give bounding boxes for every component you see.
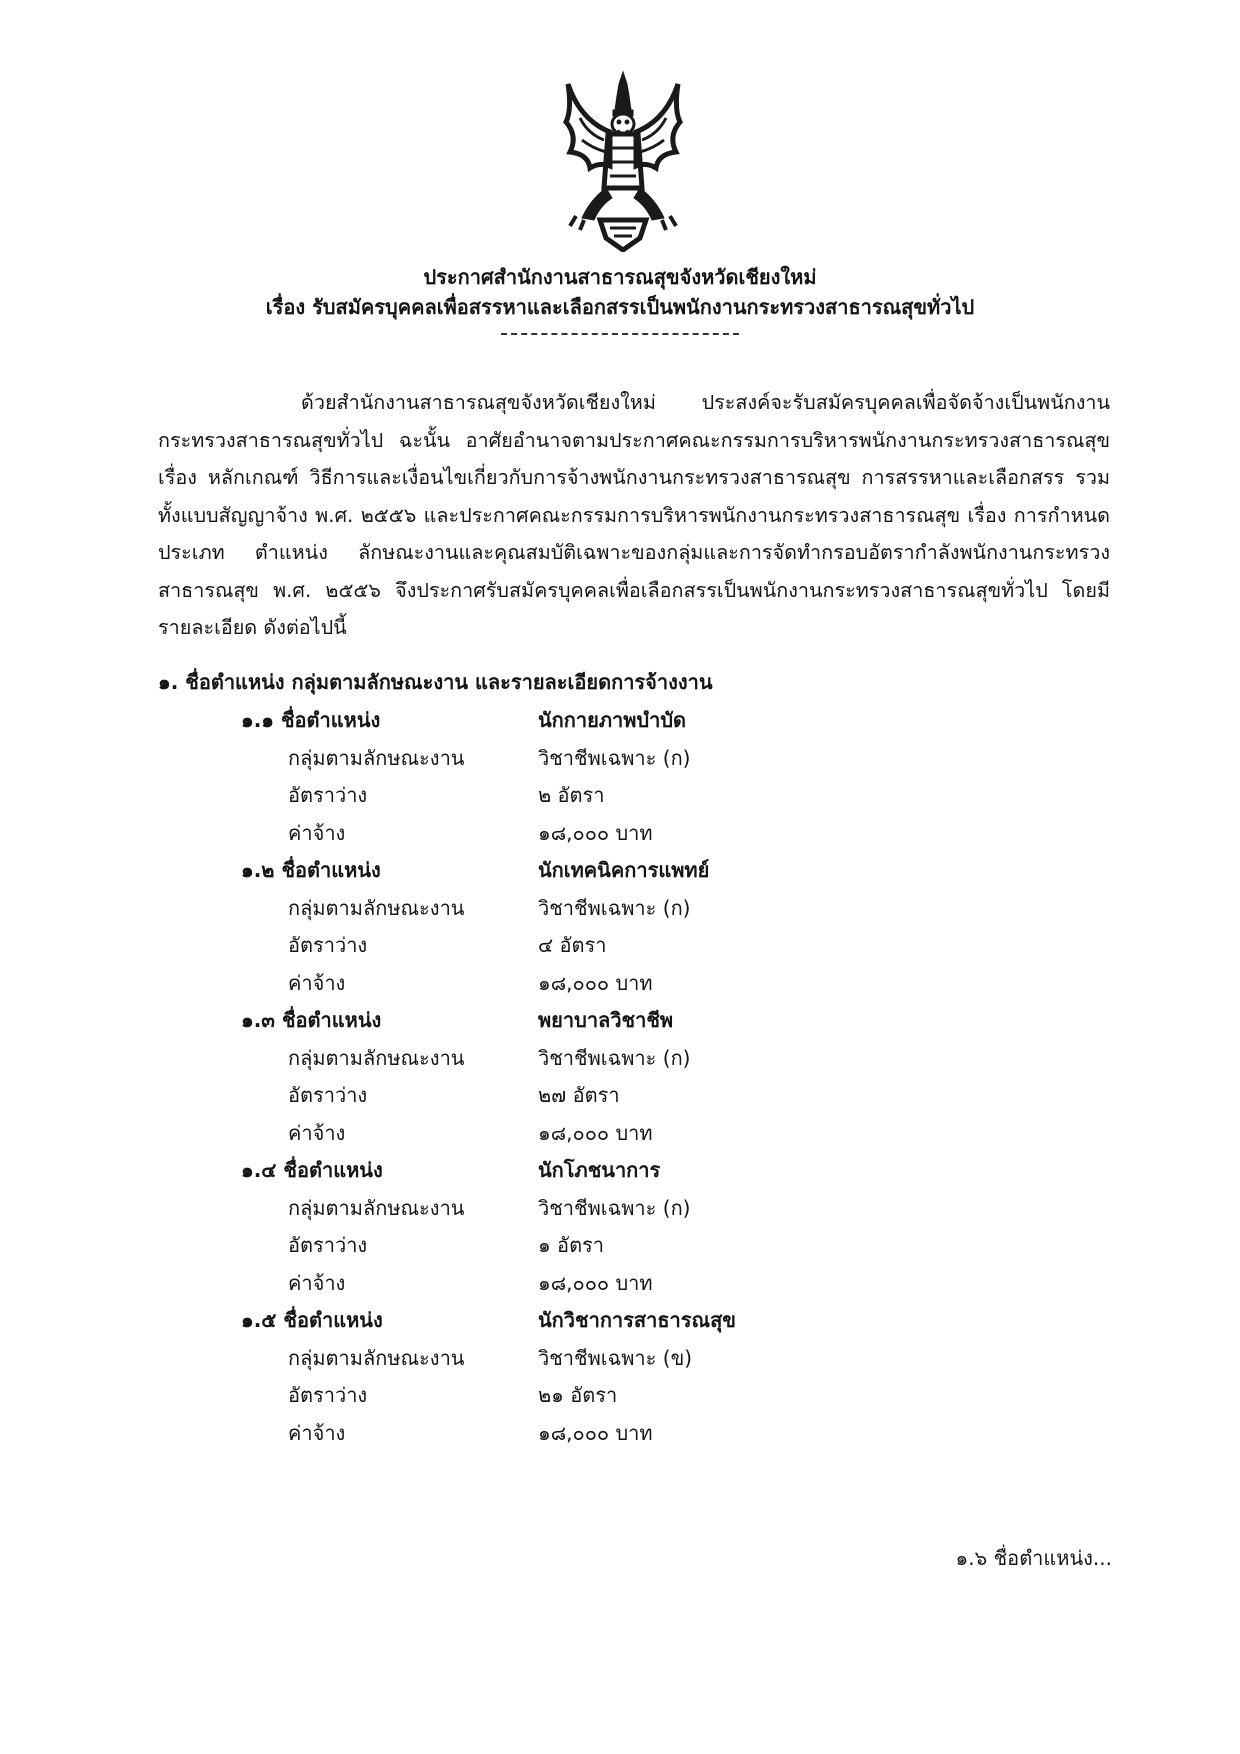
group-row bbox=[0, 1040, 1240, 1078]
vacancies-value: ๔ อัตรา bbox=[538, 933, 607, 957]
group-value: วิชาชีพเฉพาะ (ก) bbox=[538, 745, 691, 770]
vacancies-row bbox=[0, 777, 1240, 815]
position-name-row bbox=[0, 702, 1240, 740]
title-divider bbox=[501, 333, 739, 335]
wage-row bbox=[0, 965, 1240, 1003]
position-number: ๑.๒ bbox=[241, 858, 275, 882]
group-row bbox=[0, 1340, 1240, 1378]
group-row bbox=[0, 1190, 1240, 1228]
position-label: ชื่อตำแหน่ง bbox=[281, 1008, 382, 1032]
position-label: ชื่อตำแหน่ง bbox=[283, 1158, 383, 1182]
wage-value: ๑๘,๐๐๐ บาท bbox=[538, 970, 653, 995]
position-name: นักวิชาการสาธารณสุข bbox=[538, 1308, 736, 1332]
position-number: ๑.๔ bbox=[241, 1158, 277, 1182]
wage-row bbox=[0, 815, 1240, 853]
position-name: นักเทคนิคการแพทย์ bbox=[538, 858, 710, 882]
position-name-row bbox=[0, 852, 1240, 890]
group-value: วิชาชีพเฉพาะ (ก) bbox=[538, 895, 691, 920]
announcement-title bbox=[0, 262, 1240, 335]
vacancies-value: ๒ อัตรา bbox=[538, 783, 605, 807]
positions-list bbox=[0, 702, 1240, 1452]
group-row bbox=[0, 740, 1240, 778]
wage-row bbox=[0, 1415, 1240, 1453]
position-block bbox=[0, 1002, 1240, 1152]
vacancies-row bbox=[0, 1377, 1240, 1415]
group-label: กลุ่มตามลักษณะงาน bbox=[288, 745, 465, 770]
vacancies-value: ๒๑ อัตรา bbox=[538, 1383, 618, 1407]
vacancies-value: ๒๗ อัตรา bbox=[538, 1083, 620, 1107]
position-block bbox=[0, 1152, 1240, 1302]
vacancies-label: อัตราว่าง bbox=[288, 783, 368, 807]
group-label: กลุ่มตามลักษณะงาน bbox=[288, 895, 465, 920]
position-name-row bbox=[0, 1302, 1240, 1340]
vacancies-row bbox=[0, 1077, 1240, 1115]
group-row bbox=[0, 890, 1240, 928]
wage-label: ค่าจ้าง bbox=[288, 820, 346, 845]
position-block bbox=[0, 1302, 1240, 1452]
vacancies-label: อัตราว่าง bbox=[288, 1383, 368, 1407]
group-value: วิชาชีพเฉพาะ (ก) bbox=[538, 1195, 691, 1220]
position-name: นักโภชนาการ bbox=[538, 1158, 661, 1182]
group-label: กลุ่มตามลักษณะงาน bbox=[288, 1045, 465, 1070]
position-number: ๑.๕ bbox=[241, 1308, 277, 1332]
position-name: นักกายภาพบำบัด bbox=[538, 708, 687, 732]
position-name-row bbox=[0, 1152, 1240, 1190]
group-value: วิชาชีพเฉพาะ (ก) bbox=[538, 1045, 691, 1070]
continued-on-next-page: ๑.๖ ชื่อตำแหน่ง... bbox=[955, 1546, 1112, 1570]
group-label: กลุ่มตามลักษณะงาน bbox=[288, 1195, 465, 1220]
wage-value: ๑๘,๐๐๐ บาท bbox=[538, 1420, 653, 1445]
wage-row bbox=[0, 1265, 1240, 1303]
title-line-2: เรื่อง รับสมัครบุคคลเพื่อสรรหาและเลือกสรรเป็นพนักงานกระทรวงสาธารณสุขทั่วไป bbox=[265, 295, 975, 319]
wage-value: ๑๘,๐๐๐ บาท bbox=[538, 1120, 653, 1145]
wage-label: ค่าจ้าง bbox=[288, 1420, 346, 1445]
position-block bbox=[0, 702, 1240, 852]
vacancies-row bbox=[0, 1227, 1240, 1265]
wage-label: ค่าจ้าง bbox=[288, 1120, 346, 1145]
wage-label: ค่าจ้าง bbox=[288, 970, 346, 995]
wage-row bbox=[0, 1115, 1240, 1153]
garuda-emblem-icon bbox=[560, 70, 686, 252]
position-label: ชื่อตำแหน่ง bbox=[281, 858, 381, 882]
group-label: กลุ่มตามลักษณะงาน bbox=[288, 1345, 465, 1370]
body-paragraph: ด้วยสำนักงานสาธารณสุขจังหวัดเชียงใหม่ ประสงค์จะรับสมัครบุคคลเพื่อจัดจ้างเป็นพนักงานกระทรวงสาธารณสุขทั่วไป ฉะนั้น อาศัยอำนาจตามประกาศคณะกรรมการบริหารพนักงานกระทรวงสาธารณสุข เรื่อง หลักเกณฑ์ วิธีการและเงื่อนไขเกี่ยวกับการจ้างพนักงานกระทรวงสาธารณสุข การสรรหาและเลือกสรร รวมทั้งแบบสัญญาจ้าง พ.ศ. ๒๕๕๖ และประกาศคณะกรรมการบริหารพนักงานกระทรวงสาธารณสุข เรื่อง การกำหนดประเภท ตำแหน่ง ลักษณะงานและคุณสมบัติเฉพาะของกลุ่มและการจัดทำกรอบอัตรากำลังพนักงานกระทรวงสาธารณสุข พ.ศ. ๒๕๕๖ จึงประกาศรับสมัครบุคคลเพื่อเลือกสรรเป็นพนักงานกระทรวงสาธารณสุขทั่วไป โดยมีรายละเอียด ดังต่อไปนี้ bbox=[158, 391, 1110, 639]
position-name: พยาบาลวิชาชีพ bbox=[538, 1008, 674, 1032]
group-value: วิชาชีพเฉพาะ (ข) bbox=[538, 1345, 693, 1370]
position-block bbox=[0, 852, 1240, 1002]
position-label: ชื่อตำแหน่ง bbox=[280, 708, 381, 732]
title-line-1: ประกาศสำนักงานสาธารณสุขจังหวัดเชียงใหม่ bbox=[423, 265, 817, 289]
vacancies-value: ๑ อัตรา bbox=[538, 1233, 605, 1257]
section-1-heading: ๑. ชื่อตำแหน่ง กลุ่มตามลักษณะงาน และรายละเอียดการจ้างงาน bbox=[158, 670, 713, 694]
position-number: ๑.๓ bbox=[241, 1008, 275, 1032]
vacancies-row bbox=[0, 927, 1240, 965]
wage-label: ค่าจ้าง bbox=[288, 1270, 346, 1295]
wage-value: ๑๘,๐๐๐ บาท bbox=[538, 820, 653, 845]
vacancies-label: อัตราว่าง bbox=[288, 1233, 368, 1257]
wage-value: ๑๘,๐๐๐ บาท bbox=[538, 1270, 653, 1295]
position-name-row bbox=[0, 1002, 1240, 1040]
vacancies-label: อัตราว่าง bbox=[288, 1083, 368, 1107]
position-label: ชื่อตำแหน่ง bbox=[283, 1308, 383, 1332]
vacancies-label: อัตราว่าง bbox=[288, 933, 368, 957]
position-number: ๑.๑ bbox=[241, 708, 274, 732]
